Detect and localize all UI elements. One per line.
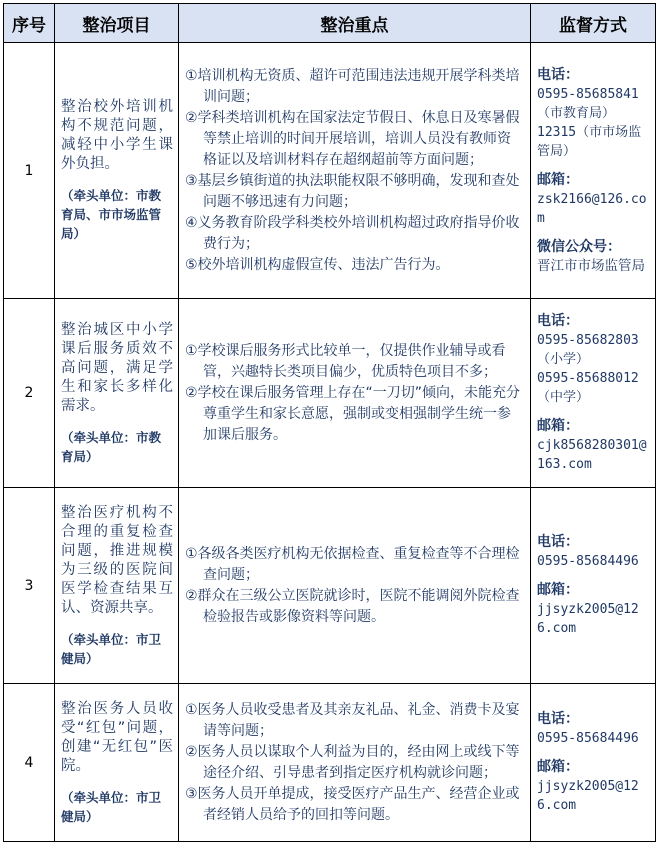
- lead-unit: （牵头单位：市教育局）: [61, 429, 162, 464]
- table-row: [4, 488, 656, 684]
- focus-point: ③医务人员开单提成，接受医疗产品生产、经营企业或者经销人员给予的回扣等问题。: [185, 785, 520, 823]
- email-address: jjsyzk2005@126.com: [537, 779, 639, 813]
- focus-point: ⑤校外培训机构虚假宣传、违法广告行为。: [185, 256, 450, 273]
- wechat-label: 微信公众号：: [537, 238, 621, 255]
- focus-point: ②学校在课后服务管理上存在“一刀切”倾向，未能充分尊重学生和家长意愿，强制或变相强制学生统一参加课后服务。: [185, 384, 521, 443]
- focus-point: ②群众在三级公立医院就诊时，医院不能调阅外院检查检验报告或影像资料等问题。: [185, 587, 520, 625]
- focus-point: ①培训机构无资质、超许可范围违法违规开展学科类培训问题；: [185, 67, 520, 105]
- focus-point: ②学科类培训机构在国家法定节假日、休息日及寒暑假等禁止培训的时间开展培训，培训人员没有教师资格证以及培训材料存在超纲超前等方面问题；: [185, 109, 520, 168]
- focus-point: ④义务教育阶段学科类校外培训机构超过政府指导价收费行为；: [185, 214, 520, 252]
- item-title: 整治医疗机构不合理的重复检查问题，推进规模为三级的医院间医学检查结果互认、资源共享。: [61, 504, 173, 616]
- email-address: jjsyzk2005@126.com: [537, 602, 639, 636]
- header-supervision: 监督方式: [531, 4, 656, 43]
- phone-number: 0595-85684496: [537, 731, 639, 746]
- header-focus: 整治重点: [179, 4, 531, 43]
- row-seq: 1: [4, 43, 55, 299]
- phone-label: 电话：: [537, 711, 579, 727]
- row-item: [55, 43, 179, 299]
- focus-point: ③基层乡镇街道的执法职能权限不够明确，发现和查处问题不够迅速有力问题；: [185, 172, 520, 210]
- email-label: 邮箱：: [537, 418, 579, 434]
- row-focus: [179, 684, 531, 842]
- row-focus: [179, 488, 531, 684]
- table-header-row: [4, 4, 656, 43]
- row-supervision: [531, 43, 656, 299]
- row-seq: 3: [4, 488, 55, 684]
- lead-unit: （牵头单位：市卫健局）: [61, 631, 162, 666]
- focus-point: ①各级各类医疗机构无依据检查、重复检查等不合理检查问题；: [185, 545, 520, 583]
- email-label: 邮箱：: [537, 582, 579, 598]
- lead-unit: （牵头单位：市卫健局）: [61, 789, 162, 824]
- email-address: zsk2166@126.com: [537, 191, 647, 226]
- row-supervision: [531, 488, 656, 684]
- table-row: [4, 684, 656, 842]
- focus-point: ①医务人员收受患者及其亲友礼品、礼金、消费卡及宴请等问题；: [185, 701, 520, 739]
- email-label: 邮箱：: [537, 759, 579, 775]
- phone-number: 0595-85682803（小学）: [537, 333, 639, 367]
- row-seq: 4: [4, 684, 55, 842]
- wechat-account: 晋江市市场监管局: [537, 257, 645, 274]
- focus-point: ①学校课后服务形式比较单一，仅提供作业辅导或看管，兴趣特长类项目偏少，优质特色项目不多；: [185, 342, 506, 380]
- phone-number: 0595-85688012（中学）: [537, 371, 639, 405]
- email-label: 邮箱：: [537, 171, 579, 188]
- row-supervision: [531, 684, 656, 842]
- item-title: 整治城区中小学课后服务质效不高问题，满足学生和家长多样化需求。: [61, 321, 173, 414]
- row-supervision: [531, 299, 656, 488]
- item-title: 整治校外培训机构不规范问题，减轻中小学生课外负担。: [61, 99, 173, 172]
- row-item: [55, 684, 179, 842]
- item-title: 整治医务人员收受“红包”问题，创建“无红包”医院。: [61, 700, 173, 774]
- phone-number: 0595-85684496: [537, 554, 639, 569]
- table-row: [4, 299, 656, 488]
- phone-label: 电话：: [537, 534, 579, 550]
- rectification-table: [3, 3, 656, 842]
- header-seq: 序号: [4, 4, 55, 43]
- row-seq: 2: [4, 299, 55, 488]
- phone-number: 0595-85685841（市教育局）: [537, 86, 639, 121]
- row-item: [55, 488, 179, 684]
- phone-label: 电话：: [537, 313, 579, 329]
- table-row: [4, 43, 656, 299]
- email-address: cjk8568280301@163.com: [537, 438, 647, 472]
- phone-number: 12315（市市场监管局）: [537, 124, 642, 159]
- header-item: 整治项目: [55, 4, 179, 43]
- row-focus: [179, 299, 531, 488]
- row-focus: [179, 43, 531, 299]
- lead-unit: （牵头单位：市教育局、市市场监管局）: [61, 188, 162, 241]
- phone-label: 电话：: [537, 66, 579, 83]
- row-item: [55, 299, 179, 488]
- focus-point: ②医务人员以谋取个人利益为目的，经由网上或线下等途径介绍、引导患者到指定医疗机构就诊问题；: [185, 743, 520, 781]
